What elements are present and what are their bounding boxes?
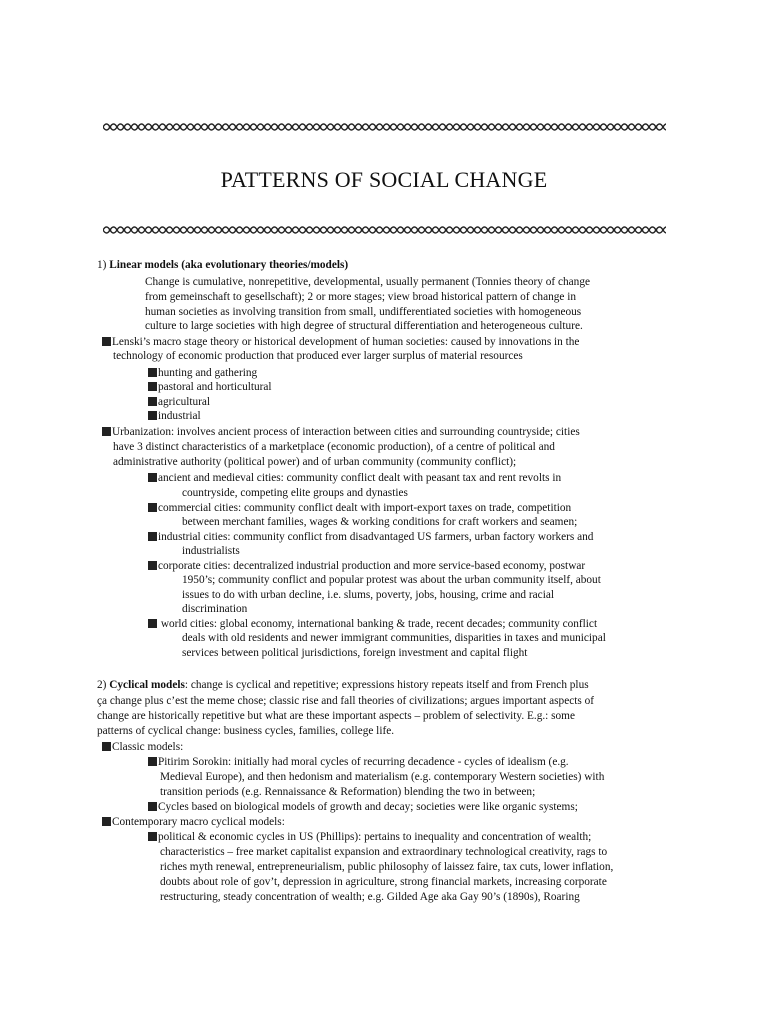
ornament-border-icon <box>103 224 666 236</box>
text-line <box>182 588 554 603</box>
line-text: Pitirim Sorokin: initially had moral cycles of recurring decadence - cycles of idealism (e.g. <box>158 756 569 768</box>
text-line <box>160 860 613 875</box>
square-bullet-icon <box>148 619 157 628</box>
bullet-item-line <box>148 617 597 632</box>
square-bullet-icon <box>148 503 157 512</box>
line-text: political & economic cycles in US (Phillips): pertains to inequality and concentration of wealth; <box>158 831 592 843</box>
square-bullet-icon <box>102 337 111 346</box>
text-line <box>97 709 575 724</box>
text-line <box>160 785 535 800</box>
line-text: services between political jurisdictions, foreign investment and capital flight <box>182 647 528 659</box>
decorative-rule-bottom <box>103 224 666 236</box>
line-text: corporate cities: decentralized industrial production and more service-based economy, postwar <box>158 560 586 572</box>
text-line <box>182 631 606 646</box>
line-text: culture to large societies with high degree of structural differentiation and heterogeneous culture. <box>145 320 583 332</box>
line-text: Change is cumulative, nonrepetitive, developmental, usually permanent (Tonnies theory of change <box>145 276 590 288</box>
text-line <box>160 845 607 860</box>
line-text: discrimination <box>182 603 248 615</box>
bullet-item-line <box>148 830 591 845</box>
line-text: patterns of cyclical change: business cycles, families, college life. <box>97 725 395 737</box>
square-bullet-icon <box>148 532 157 541</box>
line-text: 2) <box>97 679 110 691</box>
text-line <box>145 305 581 320</box>
bullet-item-line <box>148 501 571 516</box>
square-bullet-icon <box>148 411 157 420</box>
line-text: industrialists <box>182 545 240 557</box>
line-text: 1) <box>97 259 110 271</box>
line-text: Contemporary macro cyclical models: <box>112 816 285 828</box>
line-text: from gemeinschaft to gesellschaft); 2 or more stages; view broad historical pattern of change in <box>145 291 577 303</box>
line-text: hunting and gathering <box>158 367 258 379</box>
line-text: doubts about role of gov’t, depression in agriculture, strong financial markets, increasing corporate <box>160 876 607 888</box>
bullet-item-line <box>148 380 272 395</box>
square-bullet-icon <box>102 817 111 826</box>
line-text: Lenski’s macro stage theory or historical development of human societies: caused by innovations in the <box>112 336 580 348</box>
square-bullet-icon <box>148 397 157 406</box>
square-bullet-icon <box>148 561 157 570</box>
bullet-item-line <box>102 335 579 350</box>
line-text: agricultural <box>158 396 211 408</box>
text-line <box>113 349 523 364</box>
section-heading: Cyclical models <box>109 679 185 691</box>
line-text: transition periods (e.g. Rennaissance & Reformation) blending the two in between; <box>160 786 536 798</box>
bullet-item-line <box>148 366 257 381</box>
decorative-rule-top <box>103 121 666 133</box>
line-text: riches myth renewal, entrepreneurialism, public philosophy of laissez faire, tax cuts, lower inflation, <box>160 861 614 873</box>
line-text: pastoral and horticultural <box>158 381 272 393</box>
bullet-item-line <box>148 395 210 410</box>
bullet-item-line <box>148 530 593 545</box>
square-bullet-icon <box>148 368 157 377</box>
line-text: change are historically repetitive but what are these important aspects – problem of selectivity. E.g.: some <box>97 710 575 722</box>
line-text: characteristics – free market capitalist expansion and extraordinary technological creativity, rags to <box>160 846 608 858</box>
bullet-item-line <box>148 755 569 770</box>
line-text: countryside, competing elite groups and dynasties <box>182 487 408 499</box>
line-text: have 3 distinct characteristics of a marketplace (economic production), of a centre of political and <box>113 441 555 453</box>
bullet-item-line <box>102 740 183 755</box>
line-text: 1950’s; community conflict and popular protest was about the urban community itself, about <box>182 574 601 586</box>
line-text: restructuring, steady concentration of wealth; e.g. Gilded Age aka Gay 90’s (1890s), Roaring <box>160 891 580 903</box>
text-line <box>145 290 576 305</box>
text-line <box>160 875 607 890</box>
text-line <box>182 486 408 501</box>
line-text: ancient and medieval cities: community conflict dealt with peasant tax and rent revolts in <box>158 472 562 484</box>
text-line <box>97 258 348 273</box>
square-bullet-icon <box>148 832 157 841</box>
text-line <box>182 544 240 559</box>
line-text: world cities: global economy, international banking & trade, recent decades; community conflict <box>158 618 598 630</box>
line-text: issues to do with urban decline, i.e. slums, poverty, jobs, housing, crime and racial <box>182 589 554 601</box>
square-bullet-icon <box>148 473 157 482</box>
text-line <box>182 573 601 588</box>
line-text: deals with old residents and newer immigrant communities, disparities in taxes and municipal <box>182 632 606 644</box>
bullet-item-line <box>148 471 561 486</box>
bullet-item-line <box>148 409 201 424</box>
section-heading: Linear models (aka evolutionary theories/models) <box>109 259 349 271</box>
line-text: Classic models: <box>112 741 184 753</box>
square-bullet-icon <box>102 742 111 751</box>
line-text: technology of economic production that produced ever larger surplus of material resources <box>113 350 523 362</box>
line-text: industrial <box>158 410 201 422</box>
ornament-border-icon <box>103 121 666 133</box>
line-text: between merchant families, wages & working conditions for craft workers and seamen; <box>182 516 578 528</box>
text-line <box>145 275 590 290</box>
line-text-rest: : change is cyclical and repetitive; expressions history repeats itself and from French plus <box>184 679 589 691</box>
text-line <box>145 319 583 334</box>
line-text: Urbanization: involves ancient process of interaction between cities and surrounding countryside; cities <box>112 426 580 438</box>
text-line <box>113 440 555 455</box>
text-line <box>182 602 247 617</box>
text-line <box>97 694 594 709</box>
text-line <box>160 770 604 785</box>
line-text: administrative authority (political power) and of urban community (community conflict); <box>113 456 517 468</box>
line-text: human societies as involving transition from small, undifferentiated societies with homogeneous <box>145 306 582 318</box>
square-bullet-icon <box>148 382 157 391</box>
square-bullet-icon <box>148 802 157 811</box>
line-text: Medieval Europe), and then hedonism and materialism (e.g. contemporary Western societies) with <box>160 771 605 783</box>
bullet-item-line <box>102 425 580 440</box>
page-title: PATTERNS OF SOCIAL CHANGE <box>220 167 548 192</box>
text-line <box>97 678 589 693</box>
square-bullet-icon <box>148 757 157 766</box>
line-text: industrial cities: community conflict from disadvantaged US farmers, urban factory workers and <box>158 531 594 543</box>
line-text: Cycles based on biological models of growth and decay; societies were like organic systems; <box>158 801 578 813</box>
line-text: commercial cities: community conflict dealt with import-export taxes on trade, competition <box>158 502 572 514</box>
square-bullet-icon <box>102 427 111 436</box>
text-line <box>182 646 527 661</box>
bullet-item-line <box>102 815 285 830</box>
text-line <box>182 515 577 530</box>
bullet-item-line <box>148 559 585 574</box>
text-line <box>113 455 516 470</box>
bullet-item-line <box>148 800 578 815</box>
text-line <box>160 890 580 905</box>
text-line <box>97 724 394 739</box>
line-text: ça change plus c’est the meme chose; classic rise and fall theories of civilizations; argues important aspects of <box>97 695 594 707</box>
